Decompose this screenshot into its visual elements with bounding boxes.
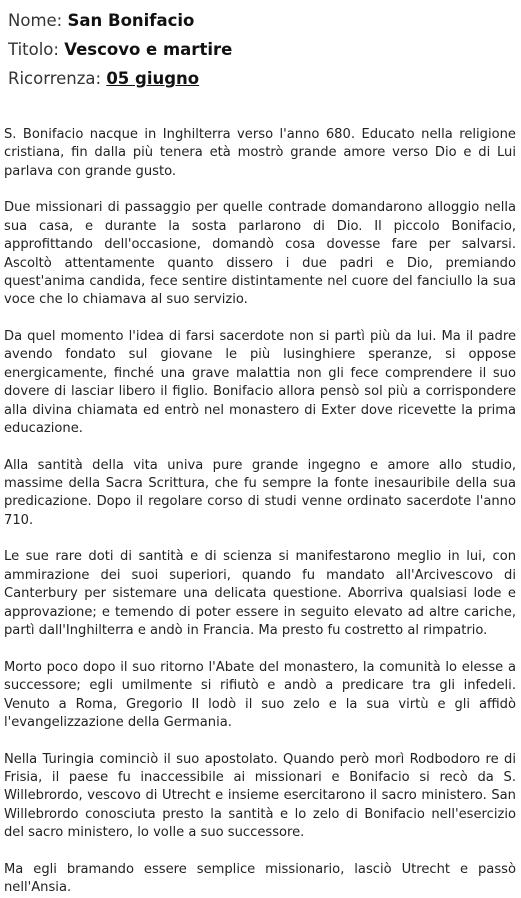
- title-label: Titolo:: [8, 40, 59, 59]
- paragraph: Da quel momento l'idea di farsi sacerdote non si partì più da lui. Ma il padre avendo fondato sul giovane le più lusinghiere speranze, si oppose energicamente, finché una grave malattia non gli fece comprendere il suo dovere di lasciar libero il figlio. Bonifacio allora pensò sol più a corrispondere alla divina chiamata ed entrò nel monastero di Exter dove ricevette la prima educazione.: [4, 329, 516, 437]
- paragraph: Nella Turingia cominciò il suo apostolato. Quando però morì Rodbodoro re di Frisia, il paese fu inaccessibile ai missionari e Bonifacio si recò da S. Willebrordo, vescovo di Utrecht e insieme esercitarono il sacro ministero. San Willebrordo conosciuta presto la santità e lo zelo di Bonifacio nell'esercizio del sacro ministero, lo volle a suo successore.: [4, 751, 516, 841]
- name-row: [8, 6, 521, 35]
- paragraph: Le sue rare doti di santità e di scienza si manifestarono meglio in lui, con ammirazione dei suoi superiori, quando fu mandato all'Arcivescovo di Canterbury per sistemare una delicata questione. Aborriva qualsiasi lode e approvazione; e temendo di poter essere in seguito elevato ad altre cariche, partì dall'Inghilterra e andò in Francia. Ma presto fu costretto al rimpatrio.: [4, 549, 516, 639]
- paragraph: Morto poco dopo il suo ritorno l'Abate del monastero, la comunità lo elesse a successore; egli umilmente si rifiutò e andò a predicare tra gli infedeli. Venuto a Roma, Gregorio II lodò il suo zelo e la sua virtù e gli affidò l'evangelizzazione della Germania.: [4, 659, 516, 730]
- paragraph: Alla santità della vita univa pure grande ingegno e amore allo studio, massime della Sacra Scrittura, che fu sempre la fonte inesauribile della sua predicazione. Dopo il regolare corso di studi venne ordinato sacerdote l'anno 710.: [4, 457, 516, 528]
- saint-header: [0, 0, 521, 93]
- name-label: Nome:: [8, 11, 63, 30]
- name-value: San Bonifacio: [67, 11, 195, 30]
- paragraph: S. Bonifacio nacque in Inghilterra verso l'anno 680. Educato nella religione cristiana, fin dalla più tenera età mostrò grande amore verso Dio e di Lui parlava con grande gusto.: [4, 127, 516, 179]
- biography-text: [4, 126, 516, 898]
- title-row: [8, 35, 521, 64]
- title-value: Vescovo e martire: [64, 40, 233, 59]
- feast-label: Ricorrenza:: [8, 69, 102, 88]
- paragraph: Ma egli bramando essere semplice missionario, lasciò Utrecht e passò nell'Ansia.: [4, 861, 516, 896]
- paragraph: Due missionari di passaggio per quelle contrade domandarono alloggio nella sua casa, e durante la sosta parlarono di Dio. Il piccolo Bonifacio, approfittando dell'occasione, domandò cosa dovesse fare per salvarsi. Ascoltò attentamente quanto dissero i due padri e Dio, premiando quest'anima candida, fece sentire distintamente nel cuore del fanciullo la sua voce che lo chiamava al suo servizio.: [4, 200, 516, 308]
- feast-date-link[interactable]: 05 giugno: [106, 69, 200, 88]
- feast-row: [8, 64, 521, 93]
